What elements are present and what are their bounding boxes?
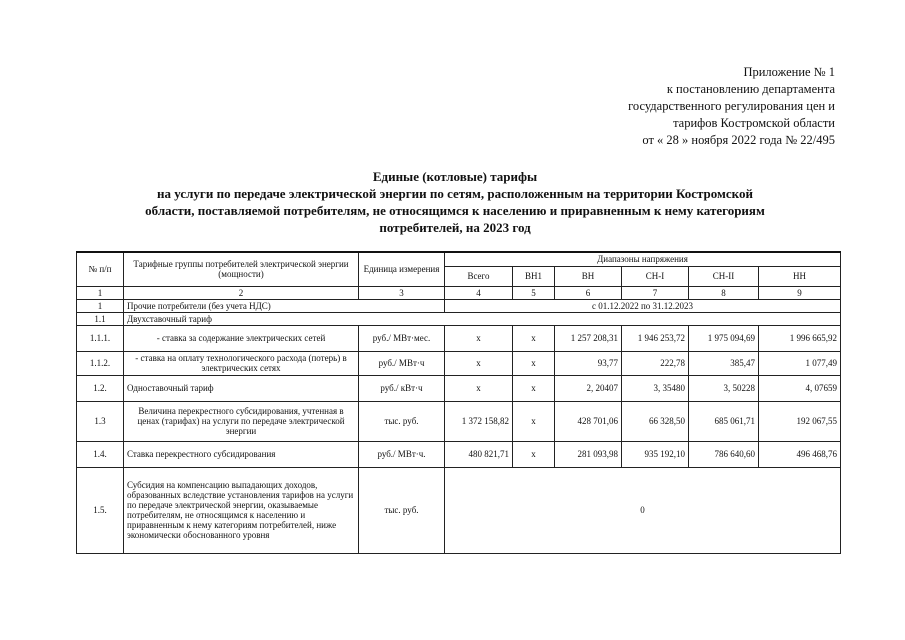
header-nn: НН (759, 266, 841, 286)
table-row (77, 401, 841, 441)
header-unit: Единица измерения (359, 252, 445, 286)
cell-nn: 1 996 665,92 (759, 325, 841, 351)
col-number: 5 (513, 286, 555, 299)
title-line: потребителей, на 2023 год (379, 220, 531, 235)
col-number: 8 (689, 286, 759, 299)
cell-sn1: 1 946 253,72 (622, 325, 689, 351)
row-unit: тыс. руб. (359, 401, 445, 441)
cell-sn2: 786 640,60 (689, 441, 759, 467)
table-row (77, 325, 841, 351)
row-num: 1.5. (77, 467, 124, 553)
cell-vn: 2, 20407 (555, 375, 622, 401)
row-unit: руб./ МВт·мес. (359, 325, 445, 351)
row-name: - ставка на оплату технологического расхода (потерь) в электрических сетях (124, 351, 359, 375)
table-row (77, 299, 841, 312)
row-name: Ставка перекрестного субсидирования (124, 441, 359, 467)
row-name: Субсидия на компенсацию выпадающих доходов, образованных вследствие установления тарифов на услуги по передаче электрической энергии, оказываемые потребителям, не относящимся к населению и приравненным к нему категориям потребителей, ниже экономически обоснованного уровня (124, 467, 359, 553)
cell-sn2: 385,47 (689, 351, 759, 375)
header-num: № п/п (77, 252, 124, 286)
cell-total: 480 821,71 (445, 441, 513, 467)
cell-sn1: 222,78 (622, 351, 689, 375)
cell-sn2: 3, 50228 (689, 375, 759, 401)
document-title (90, 168, 820, 236)
cell-vn: 428 701,06 (555, 401, 622, 441)
row-name: Величина перекрестного субсидирования, учтенная в ценах (тарифах) на услуги по передаче электрической энергии (124, 401, 359, 441)
col-number: 2 (124, 286, 359, 299)
cell-nn: 496 468,76 (759, 441, 841, 467)
row-num: 1.2. (77, 375, 124, 401)
table-row (77, 351, 841, 375)
row-num: 1.3 (77, 401, 124, 441)
cell-sn2: 685 061,71 (689, 401, 759, 441)
header-total: Всего (445, 266, 513, 286)
appendix-block (628, 64, 835, 149)
row-unit: руб./ кВт·ч (359, 375, 445, 401)
appendix-line: от « 28 » ноября 2022 года № 22/495 (642, 133, 835, 147)
cell-vn: 93,77 (555, 351, 622, 375)
header-sn1: СН-I (622, 266, 689, 286)
cell-total: x (445, 351, 513, 375)
title-line: области, поставляемой потребителям, не относящимся к населению и приравненным к нему категориям (145, 203, 765, 218)
col-number: 3 (359, 286, 445, 299)
header-group: Тарифные группы потребителей электрической энергии (мощности) (124, 252, 359, 286)
appendix-line: государственного регулирования цен и (628, 99, 835, 113)
cell-vn1: x (513, 441, 555, 467)
cell-total: 1 372 158,82 (445, 401, 513, 441)
cell-sn2: 1 975 094,69 (689, 325, 759, 351)
cell-total: x (445, 375, 513, 401)
cell-vn1: x (513, 351, 555, 375)
cell-vn: 1 257 208,31 (555, 325, 622, 351)
appendix-line: Приложение № 1 (743, 65, 835, 79)
row-num: 1.1 (77, 312, 124, 325)
header-vn1: ВН1 (513, 266, 555, 286)
col-number: 1 (77, 286, 124, 299)
title-line: Единые (котловые) тарифы (372, 169, 538, 184)
row-num: 1.4. (77, 441, 124, 467)
cell-vn: 281 093,98 (555, 441, 622, 467)
header-sn2: СН-II (689, 266, 759, 286)
cell-sn1: 3, 35480 (622, 375, 689, 401)
row-unit: руб./ МВт·ч. (359, 441, 445, 467)
appendix-line: к постановлению департамента (666, 82, 835, 96)
row-unit: руб./ МВт·ч (359, 351, 445, 375)
table-row (77, 441, 841, 467)
row-name: Прочие потребители (без учета НДС) (124, 299, 445, 312)
row-unit: тыс. руб. (359, 467, 445, 553)
col-number: 7 (622, 286, 689, 299)
cell-nn: 1 077,49 (759, 351, 841, 375)
cell-vn1: x (513, 401, 555, 441)
row-name: Двухставочный тариф (124, 312, 841, 325)
column-number-row (77, 286, 841, 299)
header-vn: ВН (555, 266, 622, 286)
row-period: с 01.12.2022 по 31.12.2023 (445, 299, 841, 312)
header-ranges: Диапазоны напряжения (445, 252, 841, 266)
tariff-table (76, 251, 841, 554)
row-num: 1.1.2. (77, 351, 124, 375)
cell-sn1: 935 192,10 (622, 441, 689, 467)
cell-vn1: x (513, 325, 555, 351)
col-number: 9 (759, 286, 841, 299)
cell-subsidy-value: 0 (445, 467, 841, 553)
table-row (77, 375, 841, 401)
col-number: 4 (445, 286, 513, 299)
row-name: - ставка за содержание электрических сетей (124, 325, 359, 351)
appendix-line: тарифов Костромской области (673, 116, 835, 130)
title-line: на услуги по передаче электрической энергии по сетям, расположенным на территории Костромской (157, 186, 753, 201)
table-row (77, 312, 841, 325)
table-row (77, 467, 841, 553)
row-num: 1 (77, 299, 124, 312)
cell-nn: 4, 07659 (759, 375, 841, 401)
col-number: 6 (555, 286, 622, 299)
cell-vn1: x (513, 375, 555, 401)
row-num: 1.1.1. (77, 325, 124, 351)
cell-total: x (445, 325, 513, 351)
cell-nn: 192 067,55 (759, 401, 841, 441)
cell-sn1: 66 328,50 (622, 401, 689, 441)
row-name: Одноставочный тариф (124, 375, 359, 401)
